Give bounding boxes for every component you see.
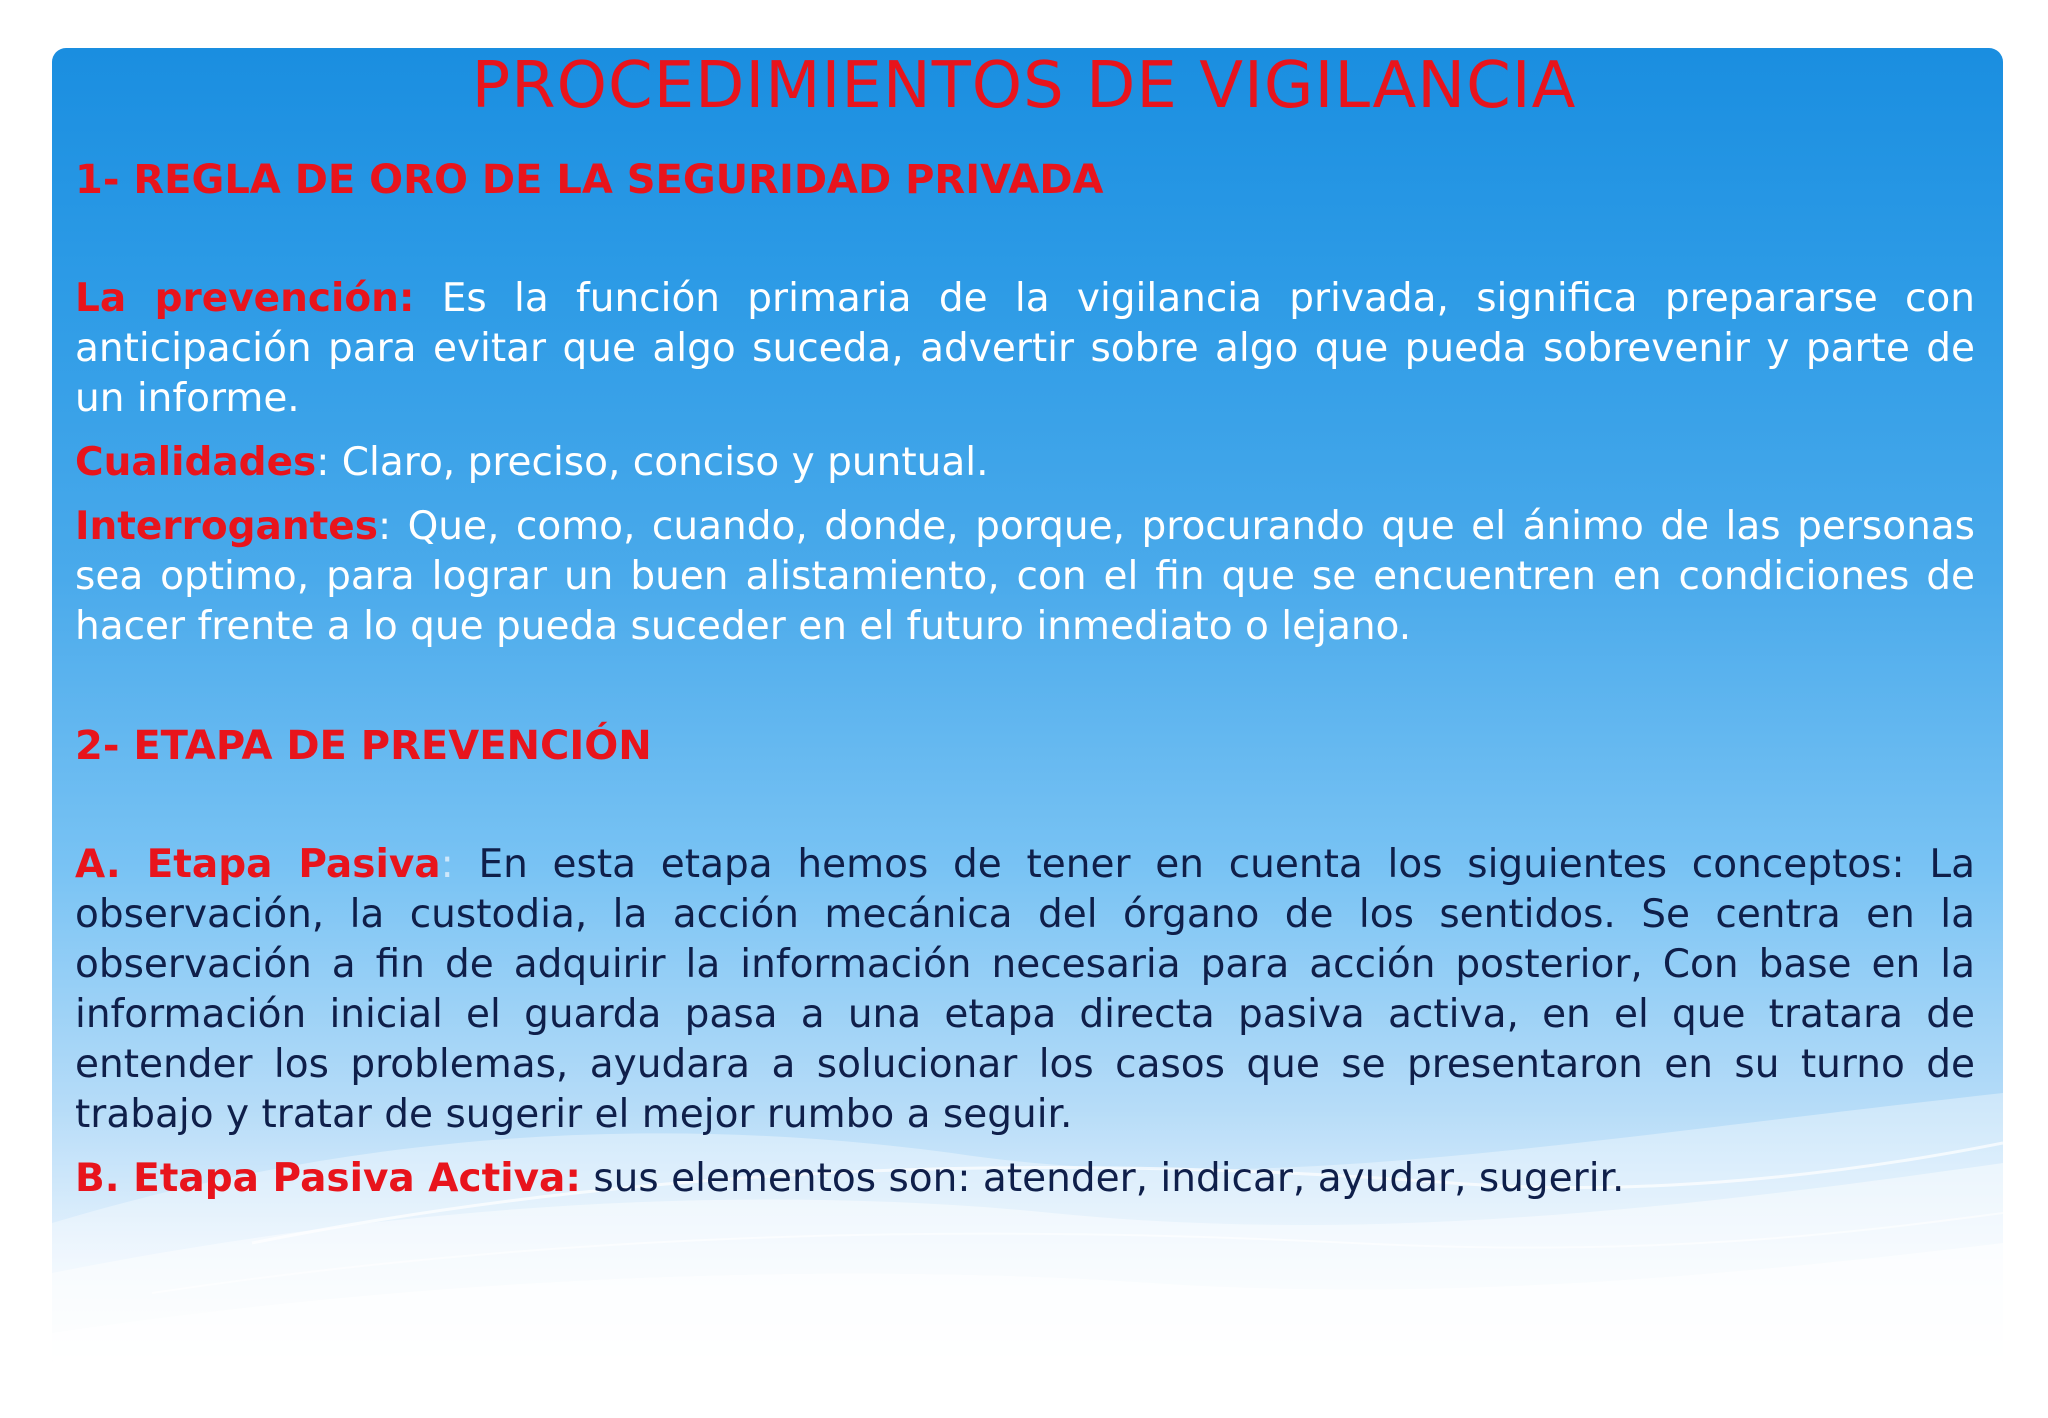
section2-heading: 2- ETAPA DE PREVENCIÓN (75, 723, 652, 769)
interrogantes-colon: : (377, 504, 392, 549)
spacer (75, 424, 1975, 438)
spacer (75, 652, 1975, 716)
etapa-pasiva-activa-text: sus elementos son: atender, indicar, ayudar, sugerir. (580, 1156, 1625, 1201)
cualidades-text: Claro, preciso, conciso y puntual. (329, 440, 989, 485)
cualidades-colon: : (316, 440, 330, 485)
spacer (75, 1140, 1975, 1154)
etapa-pasiva-activa-label: B. Etapa Pasiva Activa: (75, 1156, 581, 1201)
etapa-pasiva-colon: : (440, 842, 454, 887)
spacer (75, 210, 1975, 274)
interrogantes-paragraph (75, 502, 1975, 652)
interrogantes-text: Que, como, cuando, donde, porque, procurando que el ánimo de las personas sea optimo, para lograr un buen alistamiento, con el fin que se encuentren en condiciones de hacer frente a lo que pueda suceder en el futuro inmediato o lejano. (75, 504, 1975, 649)
etapa-pasiva-paragraph (75, 840, 1975, 1140)
cualidades-paragraph (75, 438, 1975, 488)
section1-heading: 1- REGLA DE ORO DE LA SEGURIDAD PRIVADA (75, 157, 1104, 203)
etapa-pasiva-text: En esta etapa hemos de tener en cuenta los siguientes conceptos: La observación, la custodia, la acción mecánica del órgano de los sentidos. Se centra en la observación a fin de adquirir la información necesaria para acción posterior, Con base en la información inicial el guarda pasa a una etapa directa pasiva activa, en el que tratara de entender los problemas, ayudara a solucionar los casos que se presentaron en su turno de trabajo y tratar de sugerir el mejor rumbo a seguir. (75, 842, 1975, 1137)
interrogantes-label: Interrogantes (75, 504, 378, 549)
slide-title: PROCEDIMIENTOS DE VIGILANCIA (471, 49, 1577, 123)
spacer (75, 488, 1975, 502)
slide-content (75, 150, 1975, 1204)
cualidades-label: Cualidades (75, 440, 317, 485)
etapa-pasiva-label: A. Etapa Pasiva (75, 842, 441, 887)
prevencion-paragraph (75, 274, 1975, 424)
etapa-pasiva-activa-paragraph (75, 1154, 1975, 1204)
spacer (75, 776, 1975, 840)
prevencion-text: Es la función primaria de la vigilancia privada, significa prepararse con anticipación para evitar que algo suceda, advertir sobre algo que pueda sobrevenir y parte de un informe. (75, 276, 1975, 421)
prevencion-label: La prevención: (75, 276, 415, 321)
